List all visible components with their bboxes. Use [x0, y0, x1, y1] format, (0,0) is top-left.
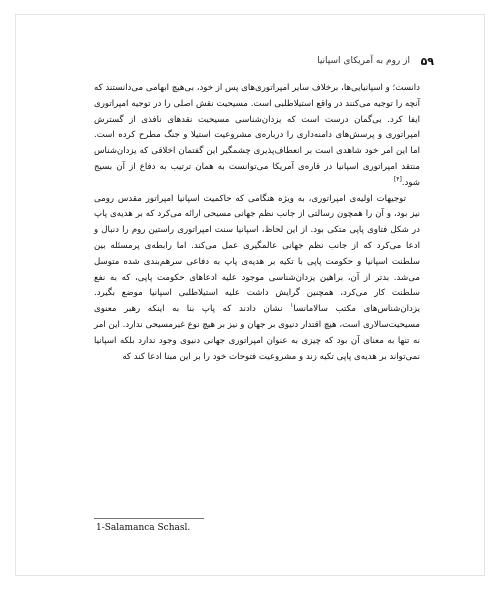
running-title: از روم به آمریکای اسپانیا	[317, 56, 410, 66]
footnote-divider	[94, 518, 204, 519]
footnote: 1-Salamanca Schasl.	[96, 523, 191, 533]
paragraph	[94, 81, 420, 192]
reference-marker: [۴]	[393, 175, 402, 183]
page-number: ۵۹	[420, 55, 434, 68]
footnote-marker: ۱	[290, 302, 294, 310]
page-header	[66, 55, 434, 69]
paragraph-2-continuation: نشان دادند که پاپ بنا به اینکه رهبر معنوی مسیحیت‌سالاری است، هیچ اقتدار دنیوی بر جهان و نیز بر هیچ نوع غیرمسیحی ندارد. این امر نه تنها به معنای آن بود که چیزی به عنوان امپراتوری جهانی دنیوی وجود ندارد بلکه اسپانیا نمی‌تواند بر هدیه‌ی پاپی تکیه زند و مشروعیت فتوحات خود را بر این مبنا ادعا کند که	[94, 304, 420, 362]
paragraph	[94, 192, 420, 366]
paragraph-2-text: توجیهات اولیه‌ی امپراتوری، به ویژه هنگامی که حاکمیت اسپانیا امپراتور مقدس رومی نیز بود، و آن را همچون رسالتی از جانب نظم جهانی مسیحی ارائه می‌کرد که بر هدیه‌ی پاپ در شکل فتاوی پاپی متکی بود. از این لحاظ، اسپانیا سنت امپراتوری راستین روم را دنبال و ادعا می‌کرد که از جانب نظم جهانی عالمگیری عمل می‌کند. اما رابطه‌ی پرمسئله بین سلطنت اسپانیا و حکومت پاپی با تکیه بر هدیه‌ی پاپ به دفاعی سرهم‌بندی شده متوسل می‌شد. بدتر از آن، براهین یزدان‌شناسی موجود علیه ادعاهای حکومت پاپی، که به نفع سلطنت کار می‌کرد، همچنین گرایش داشت علیه استیلاطلبی اسپانیا موضع بگیرد. یزدان‌شناس‌های مکتب سالامانسا	[94, 193, 421, 315]
paragraph-1-text: دانست؛ و اسپانیایی‌ها، برخلاف سایر امپراتوری‌های پس از خود، بی‌هیچ ابهامی می‌دانستند که آنچه را توجیه می‌کنند در واقع استیلاطلبی است. مسیحیت نقش اصلی را در توجیه امپراتوری ایفا کرد. بی‌گمان درست است که یزدان‌شناسی مسیحیت نقدهای نافذی از گسترش امپراتوری و پرسش‌های دامنه‌داری را درباره‌ی مشروعیت استیلا و جنگ مطرح کرده است. اما این امر خود شاهدی است بر انعطاف‌پذیری چشمگیر این گفتمان اخلاقی که یزدان‌شناس منتقد امپراتوری اسپانیا در قاره‌ی آمریکا می‌توانست به همان ترتیب به دفاع از آن بسیج شود.	[93, 83, 420, 188]
body-text	[94, 81, 420, 365]
book-page	[15, 14, 485, 576]
